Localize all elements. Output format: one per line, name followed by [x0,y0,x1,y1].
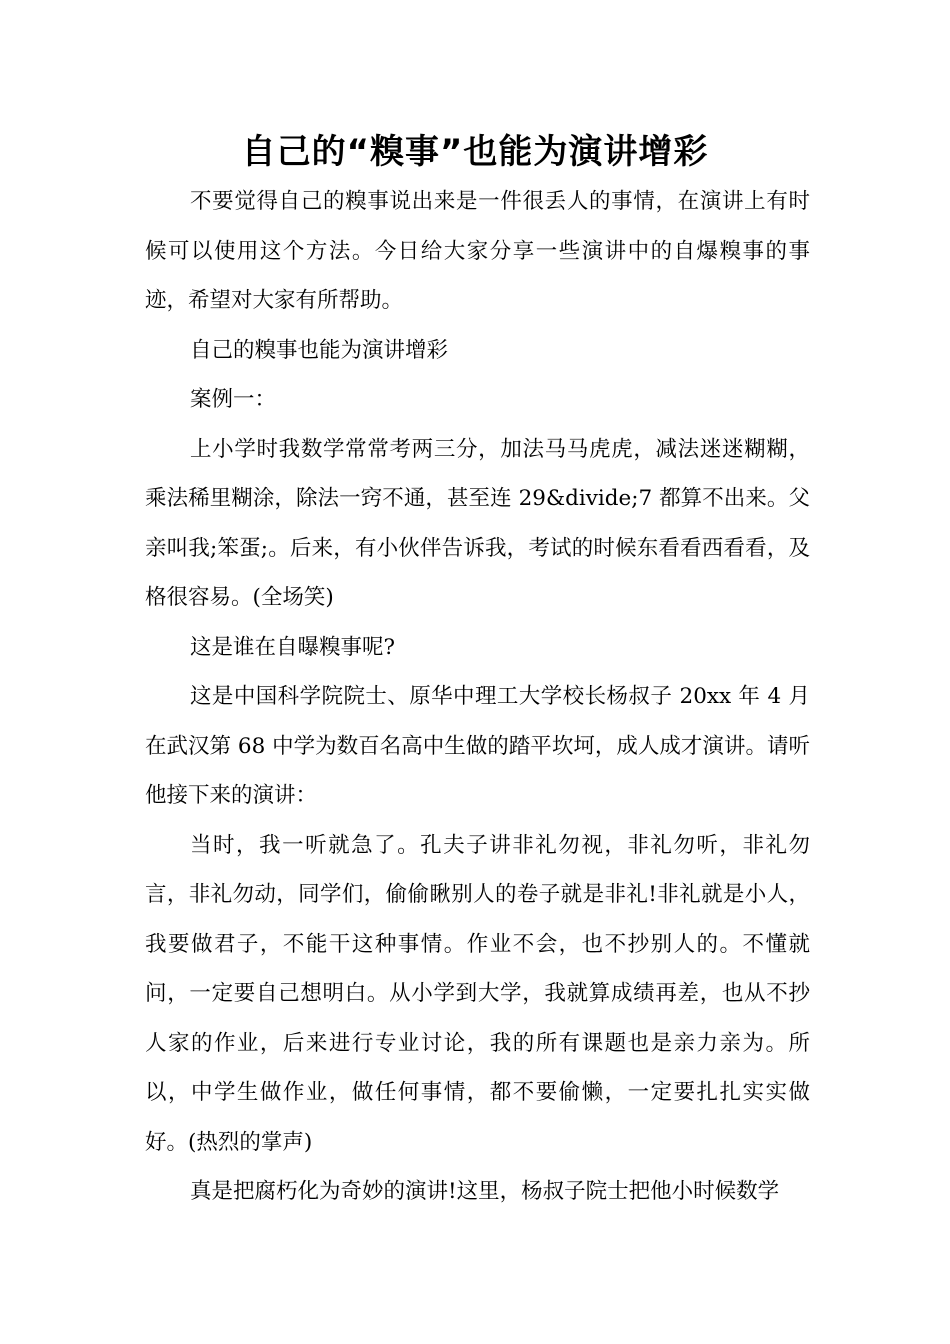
paragraph-subheading: 自己的糗事也能为演讲增彩 [190,337,449,363]
paragraph-case-label: 案例一： [190,387,277,412]
paragraph-question: 这是谁在自曝糗事呢? [190,634,396,660]
paragraph-speech: 当时，我一听就急了。孔夫子讲非礼勿视，非礼勿听，非礼勿言，非礼勿动，同学们，偷偷瞅别人的卷子就是非礼!非礼就是小人，我要做君子，不能干这种事情。作业不会，也不抄别人的。不懂就问，一定要自己想明白。从小学到大学，我就算成绩再差，也从不抄人家的作业，后来进行专业讨论，我的所有课题也是亲力亲为。所以，中学生做作业，做任何事情，都不要偷懒，一定要扎扎实实做好。(热烈的掌声) [145,832,810,1155]
paragraph-comment: 真是把腐朽化为奇妙的演讲!这里，杨叔子院士把他小时候数学 [190,1179,780,1204]
paragraph-case-story: 上小学时我数学常常考两三分，加法马马虎虎，减法迷迷糊糊，乘法稀里糊涂，除法一窍不通，甚至连 29&divide;7 都算不出来。父亲叫我;笨蛋;。后来，有小伙伴告诉我，考试的时候东看看西看看，及格很容易。(全场笑) [145,436,810,610]
paragraph-intro: 不要觉得自己的糗事说出来是一件很丢人的事情，在演讲上有时候可以使用这个方法。今日给大家分享一些演讲中的自爆糗事的事迹，希望对大家有所帮助。 [145,189,810,313]
document-title: 自己的“糗事”也能为演讲增彩 [241,132,709,172]
document-body [145,177,810,1217]
paragraph-speaker-info: 这是中国科学院院士、原华中理工大学校长杨叔子 20xx 年 4 月在武汉第 68 中学为数百名高中生做的踏平坎坷，成人成才演讲。请听他接下来的演讲： [145,684,810,808]
